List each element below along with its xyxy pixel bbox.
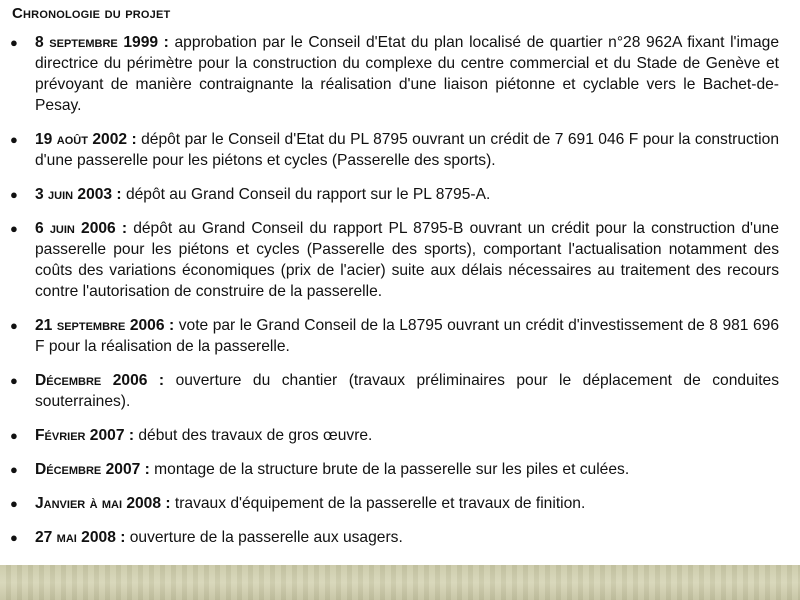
page-title: Chronologie du projet bbox=[12, 5, 171, 22]
chronology-list bbox=[0, 32, 800, 561]
item-text: ouverture du chantier (travaux préliminaires pour le déplacement de conduites souterraines). bbox=[35, 372, 779, 410]
bullet-icon: ● bbox=[10, 496, 18, 511]
item-text: montage de la structure brute de la passerelle sur les piles et culées. bbox=[149, 461, 630, 478]
bullet-icon: ● bbox=[10, 373, 18, 388]
item-date: 27 mai 2008 : bbox=[35, 529, 126, 546]
item-text: ouverture de la passerelle aux usagers. bbox=[125, 529, 403, 546]
footer-band bbox=[0, 565, 800, 600]
item-text: début des travaux de gros œuvre. bbox=[134, 427, 373, 444]
item-text: dépôt au Grand Conseil du rapport PL 8795-B ouvrant un crédit pour la construction d'une passerelle pour les piétons et cycles (Passerelle des sports), comportant l'actualisation notamment des coûts des variations économiques (prix de l'acier) suite aux délais nécessaires au traitement des recours contre l'autorisation de construire de la passerelle. bbox=[35, 220, 779, 300]
list-item bbox=[0, 32, 800, 116]
bullet-icon: ● bbox=[10, 462, 18, 477]
list-item bbox=[0, 184, 800, 205]
bullet-icon: ● bbox=[10, 530, 18, 545]
bullet-icon: ● bbox=[10, 221, 18, 236]
bullet-icon: ● bbox=[10, 35, 18, 50]
list-item bbox=[0, 493, 800, 514]
list-item bbox=[0, 218, 800, 302]
item-text: travaux d'équipement de la passerelle et travaux de finition. bbox=[170, 495, 586, 512]
item-date: Décembre 2006 : bbox=[35, 372, 165, 389]
list-item bbox=[0, 315, 800, 357]
bullet-icon: ● bbox=[10, 132, 18, 147]
item-text: approbation par le Conseil d'Etat du plan localisé de quartier n°28 962A fixant l'image directrice du périmètre pour la construction du complexe du centre commercial et du Stade de Genève et prévoyant de manière contraignante la réalisation d'une liaison piétonne et cyclable vers le Bachet-de-Pesay. bbox=[35, 34, 779, 114]
item-date: 6 juin 2006 : bbox=[35, 220, 128, 237]
bullet-icon: ● bbox=[10, 187, 18, 202]
bullet-icon: ● bbox=[10, 318, 18, 333]
item-text: dépôt par le Conseil d'Etat du PL 8795 ouvrant un crédit de 7 691 046 F pour la construction d'une passerelle pour les piétons et cycles (Passerelle des sports). bbox=[35, 131, 779, 169]
list-item bbox=[0, 527, 800, 548]
item-date: 8 septembre 1999 : bbox=[35, 34, 169, 51]
item-date: 3 juin 2003 : bbox=[35, 186, 122, 203]
item-date: Janvier à mai 2008 : bbox=[35, 495, 171, 512]
item-text: dépôt au Grand Conseil du rapport sur le PL 8795-A. bbox=[121, 186, 491, 203]
item-date: Février 2007 : bbox=[35, 427, 135, 444]
item-date: 21 septembre 2006 : bbox=[35, 317, 175, 334]
list-item bbox=[0, 129, 800, 171]
list-item bbox=[0, 370, 800, 412]
item-date: 19 août 2002 : bbox=[35, 131, 137, 148]
bullet-icon: ● bbox=[10, 428, 18, 443]
item-date: Décembre 2007 : bbox=[35, 461, 150, 478]
list-item bbox=[0, 425, 800, 446]
list-item bbox=[0, 459, 800, 480]
item-text: vote par le Grand Conseil de la L8795 ouvrant un crédit d'investissement de 8 981 696 F pour la réalisation de la passerelle. bbox=[35, 317, 780, 355]
